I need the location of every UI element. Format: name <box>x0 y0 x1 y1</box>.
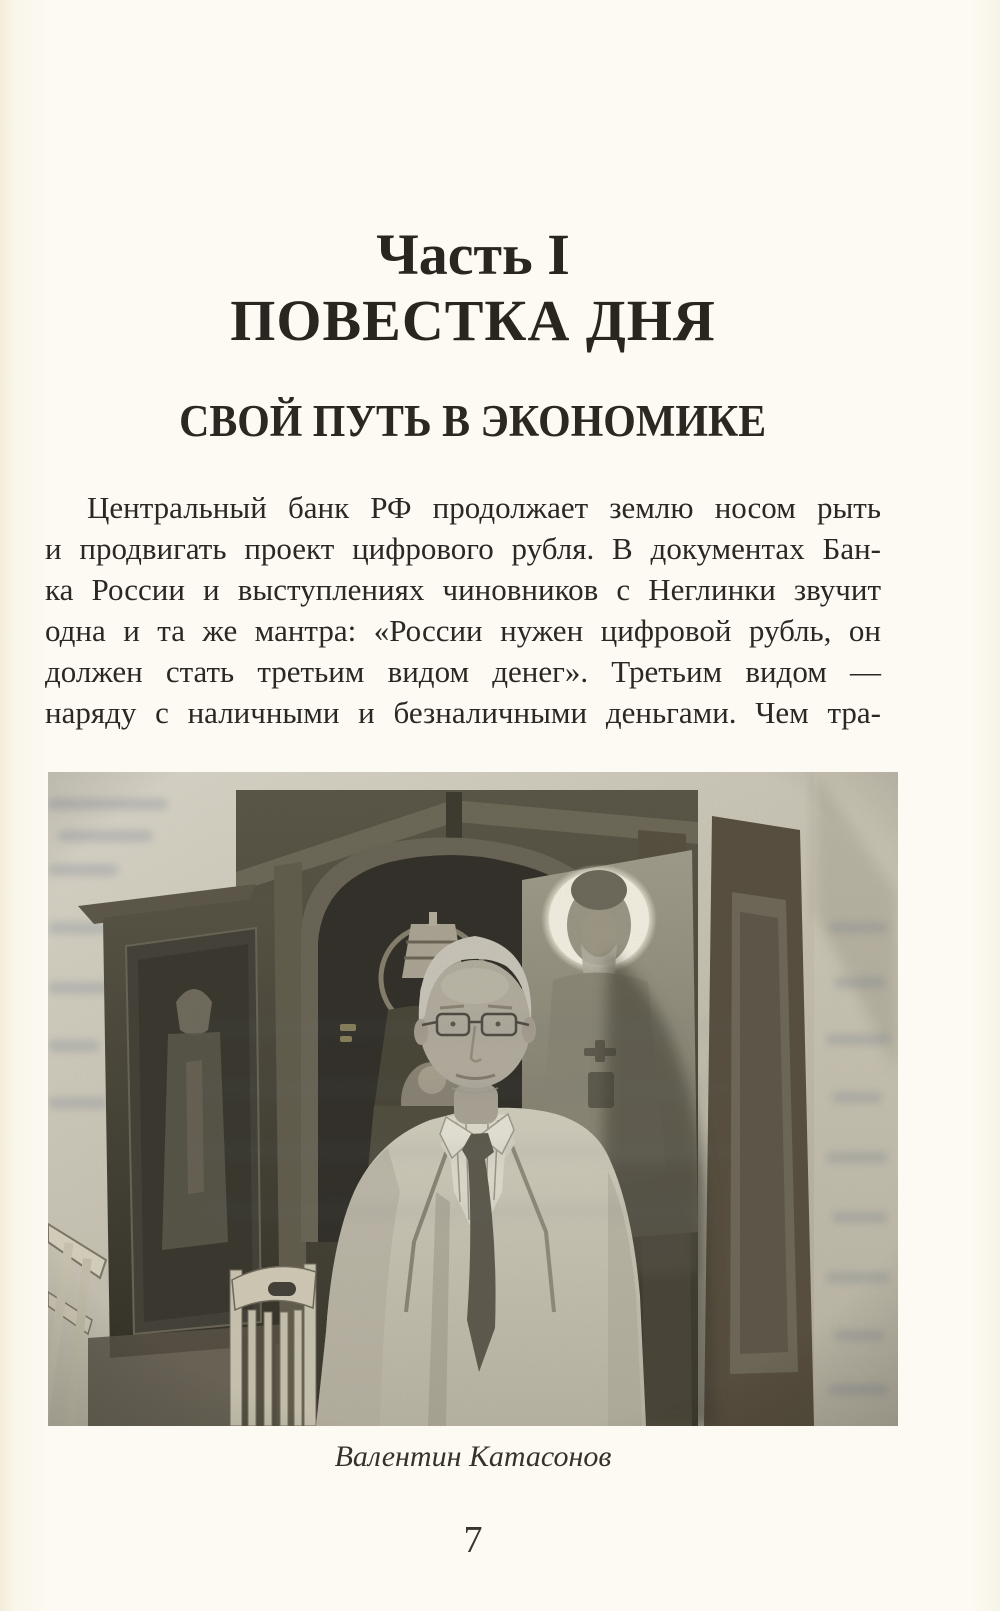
photo-grain <box>48 772 898 1426</box>
paragraph <box>45 487 881 733</box>
chapter-title-text: СВОЙ ПУТЬ В ЭКОНОМИКЕ <box>179 396 767 446</box>
paragraph-line: одна и та же мантра: «России нужен цифровой рубль, он <box>45 613 881 648</box>
photo-illustration <box>48 772 898 1426</box>
paragraph-line: должен стать третьим видом денег». Третьим видом — <box>45 654 881 689</box>
chapter-title-heading <box>45 396 901 446</box>
paragraph-line: наряду с наличными и безналичными деньгами. Чем тра- <box>45 695 881 730</box>
photo-caption: Валентин Катасонов <box>334 1440 612 1473</box>
paragraph-line: и продвигать проект цифрового рубля. В документах Бан- <box>45 531 881 566</box>
part-heading: Часть I <box>376 222 570 287</box>
part-title-heading: ПОВЕСТКА ДНЯ <box>230 288 716 353</box>
page-number: 7 <box>463 1519 483 1561</box>
paragraph-line: ка России и выступлениях чиновников с Неглинки звучит <box>45 572 881 607</box>
paragraph-line: Центральный банк РФ продолжает землю носом рыть <box>87 490 881 525</box>
photo-valentin-katasonov <box>48 772 898 1426</box>
